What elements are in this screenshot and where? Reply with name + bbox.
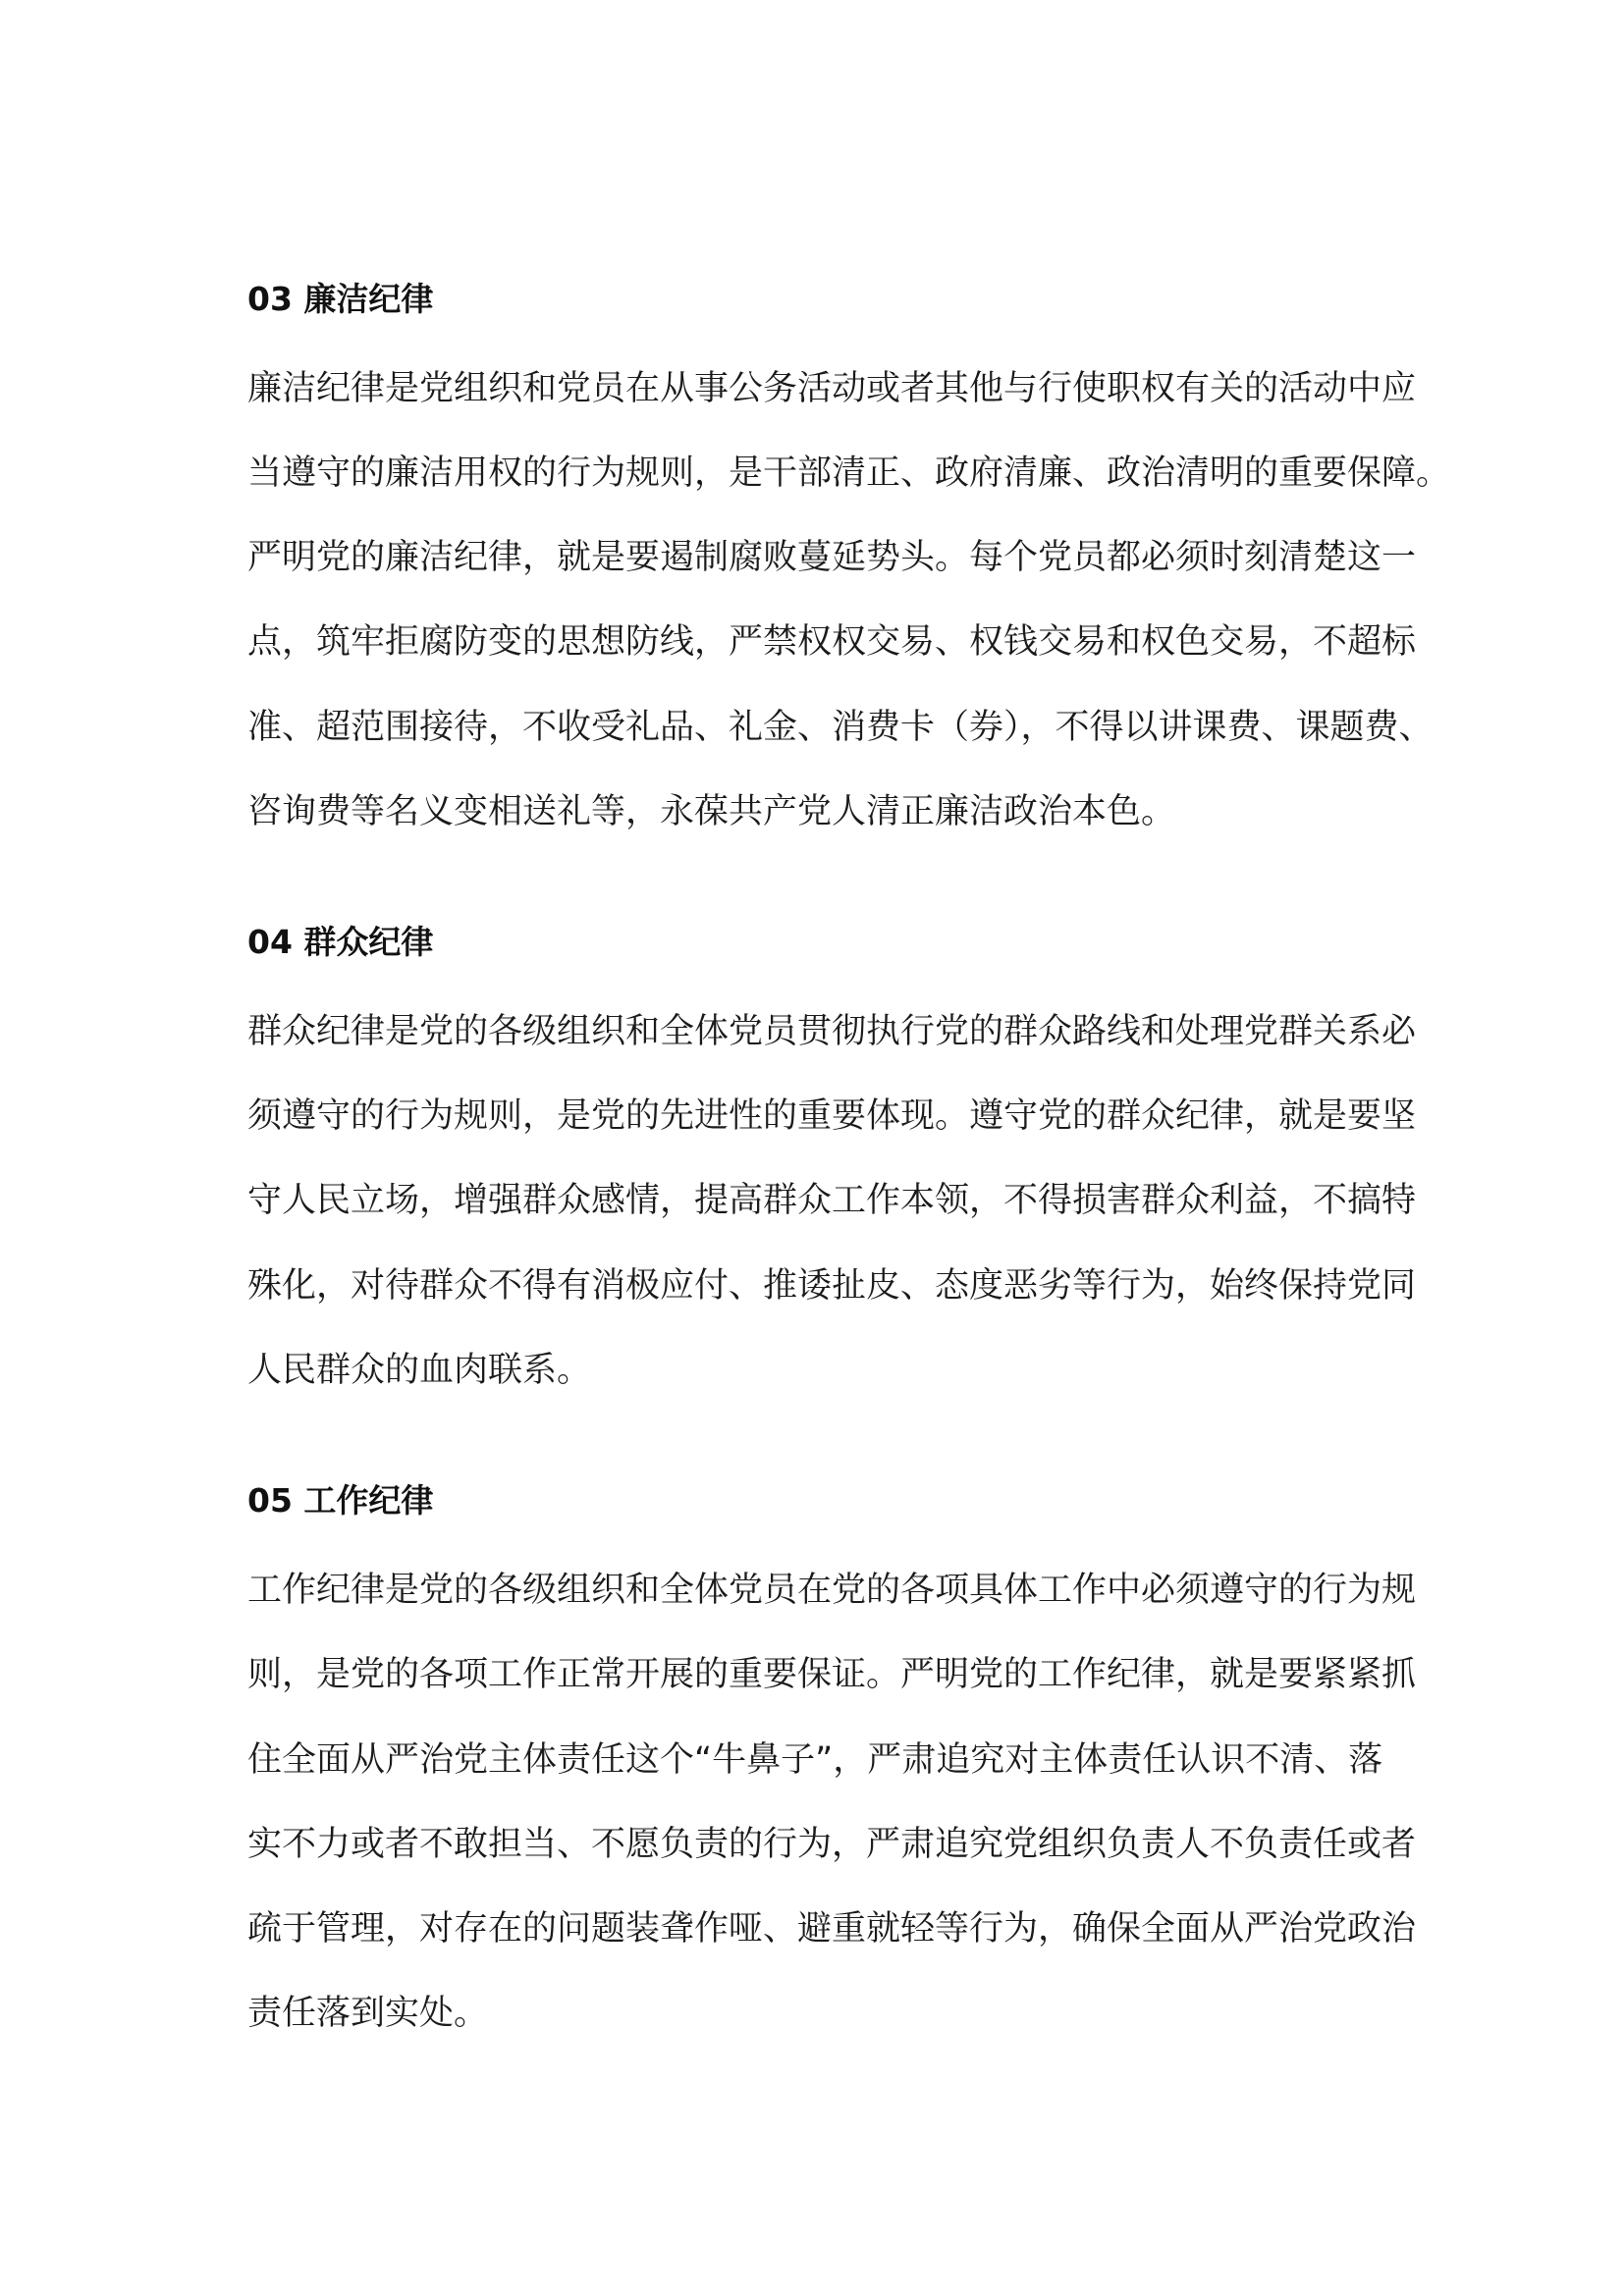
paragraph-line: 实不力或者不敢担当、不愿负责的行为，严肃追究党组织负责人不负责任或者 [247,1825,1417,1864]
paragraph-line: 严明党的廉洁纪律，就是要遏制腐败蔓延势头。每个党员都必须时刻清楚这一 [247,538,1417,577]
paragraph-line: 须遵守的行为规则，是党的先进性的重要体现。遵守党的群众纪律，就是要坚 [247,1096,1417,1136]
paragraph-line: 工作纪律是党的各级组织和全体党员在党的各项具体工作中必须遵守的行为规 [247,1571,1417,1610]
paragraph-line: 廉洁纪律是党组织和党员在从事公务活动或者其他与行使职权有关的活动中应 [247,369,1417,408]
paragraph-line: 当遵守的廉洁用权的行为规则，是干部清正、政府清廉、政治清明的重要保障。 [247,454,1451,493]
paragraph-line: 住全面从严治党主体责任这个“牛鼻子”，严肃追究对主体责任认识不清、落 [247,1740,1383,1780]
paragraph-line: 守人民立场，增强群众感情，提高群众工作本领，不得损害群众利益，不搞特 [247,1181,1417,1220]
paragraph-line: 人民群众的血肉联系。 [247,1351,592,1390]
paragraph-line: 准、超范围接待，不收受礼品、礼金、消费卡（券），不得以讲课费、课题费、 [247,708,1434,747]
section-heading-04: 04 群众纪律 [247,923,434,961]
paragraph-line: 点，筑牢拒腐防变的思想防线，严禁权权交易、权钱交易和权色交易，不超标 [247,622,1417,662]
paragraph-line: 则，是党的各项工作正常开展的重要保证。严明党的工作纪律，就是要紧紧抓 [247,1655,1417,1694]
section-heading-05: 05 工作纪律 [247,1481,434,1520]
paragraph-line: 疏于管理，对存在的问题装聋作哑、避重就轻等行为，确保全面从严治党政治 [247,1909,1417,1949]
paragraph-line: 咨询费等名义变相送礼等，永葆共产党人清正廉洁政治本色。 [247,792,1176,831]
section-heading-03: 03 廉洁纪律 [247,280,434,318]
paragraph-line: 群众纪律是党的各级组织和全体党员贯彻执行党的群众路线和处理党群关系必 [247,1012,1417,1051]
paragraph-line: 殊化，对待群众不得有消极应付、推诿扯皮、态度恶劣等行为，始终保持党同 [247,1266,1417,1306]
paragraph-line: 责任落到实处。 [247,1994,489,2033]
